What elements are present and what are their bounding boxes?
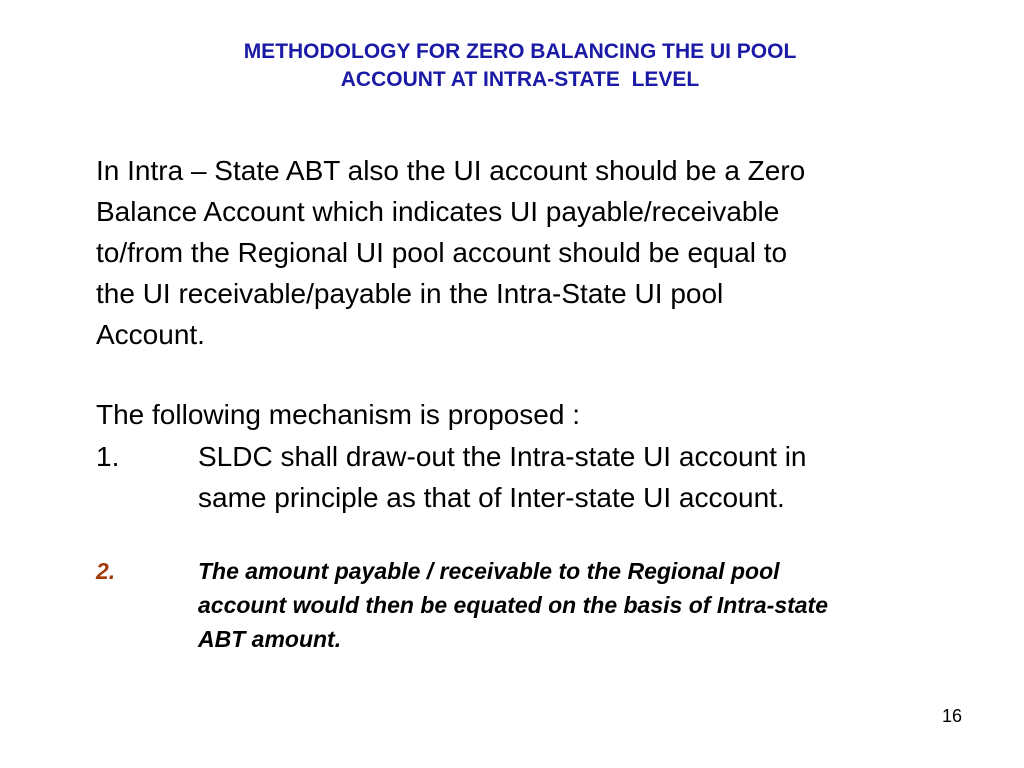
- list-item-number: 2.: [96, 558, 116, 584]
- slide-title-line-2: ACCOUNT AT INTRA-STATE LEVEL: [340, 68, 700, 91]
- list-item-line: SLDC shall draw-out the Intra-state UI account in: [198, 441, 807, 472]
- intro-paragraph-line: Balance Account which indicates UI payable/receivable: [96, 196, 780, 227]
- list-item-line: same principle as that of Inter-state UI account.: [198, 482, 785, 513]
- list-item-line: account would then be equated on the basis of Intra-state: [198, 592, 829, 618]
- intro-paragraph-line: In Intra – State ABT also the UI account should be a Zero: [96, 155, 806, 186]
- intro-paragraph-line: the UI receivable/payable in the Intra-State UI pool: [96, 278, 724, 309]
- intro-paragraph: [96, 150, 976, 355]
- list-item-line: The amount payable / receivable to the Regional pool: [198, 558, 780, 584]
- mechanism-lead: The following mechanism is proposed :: [96, 399, 581, 430]
- list-item-line: ABT amount.: [198, 626, 342, 652]
- intro-paragraph-line: Account.: [96, 319, 205, 350]
- slide-title-line-1: METHODOLOGY FOR ZERO BALANCING THE UI POOL: [243, 40, 797, 63]
- intro-paragraph-line: to/from the Regional UI pool account should be equal to: [96, 237, 788, 268]
- page-number: 16: [941, 706, 962, 726]
- list-item-text: [198, 436, 807, 518]
- list-item-text: [198, 554, 828, 656]
- list-item-number: 1.: [96, 441, 120, 472]
- slide-title: [0, 38, 1024, 94]
